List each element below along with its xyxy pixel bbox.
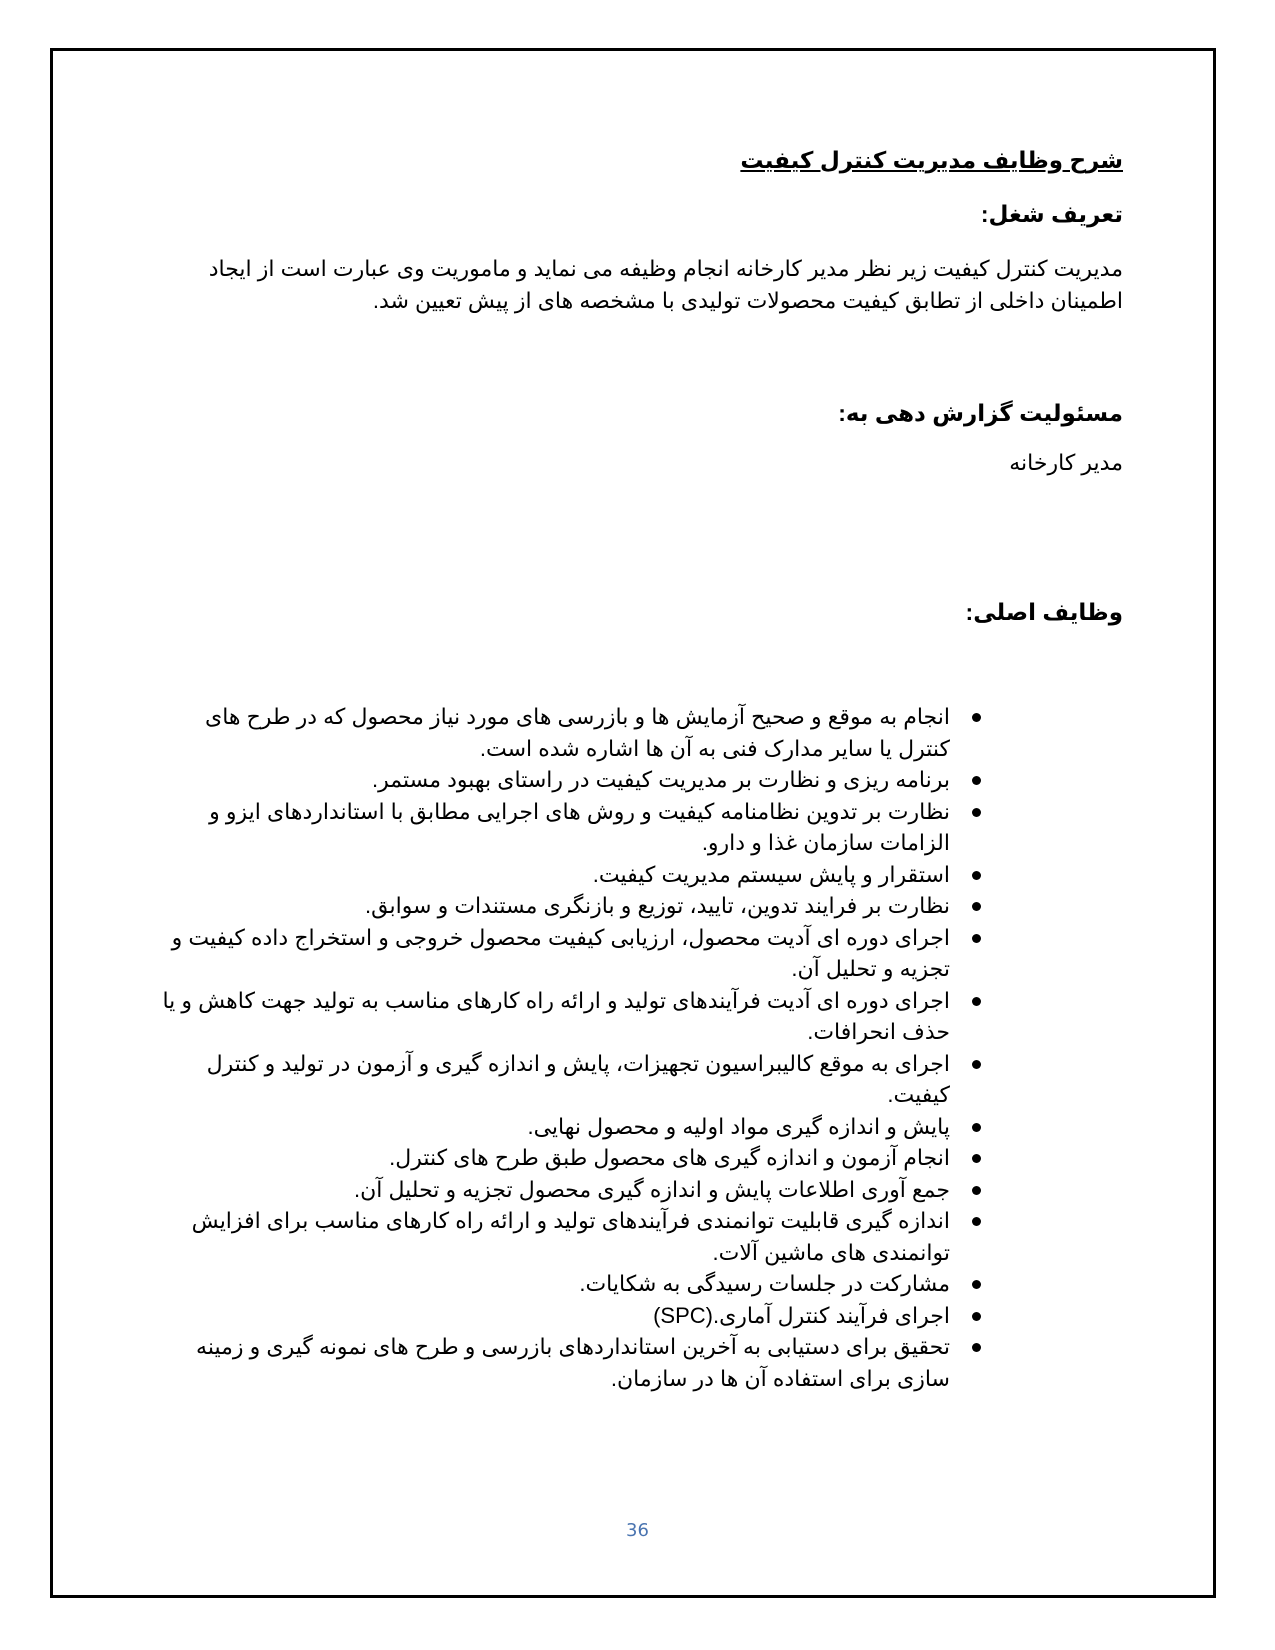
bullet-icon [972, 1343, 981, 1352]
duty-text: نظارت بر تدوین نظامنامه کیفیت و روش های اجرایی مطابق با استانداردهای ایزو و الزامات سازمان غذا و دارو. [209, 798, 950, 855]
duty-text: برنامه ریزی و نظارت بر مدیریت کیفیت در راستای بهبود مستمر. [371, 767, 950, 792]
bullet-icon [972, 713, 981, 722]
duty-item [155, 1300, 1123, 1332]
duty-item [155, 922, 1123, 985]
bullet-icon [972, 808, 981, 817]
duty-text: مشارکت در جلسات رسیدگی به شکایات. [579, 1271, 950, 1296]
reporting-text: مدیر کارخانه [1009, 450, 1123, 475]
duty-text: اجرای فرآیند کنترل آماری.(SPC) [653, 1302, 950, 1328]
job-definition-heading: تعریف شغل: [980, 201, 1123, 227]
duty-item [155, 701, 1123, 764]
document-title: شرح وظایف مدیریت کنترل کیفیت [740, 147, 1123, 173]
bullet-icon [972, 1154, 981, 1163]
duty-text: انجام به موقع و صحیح آزمایش ها و بازرسی های مورد نیاز محصول که در طرح های کنترل یا سایر مدارک فنی به آن ها اشاره شده است. [204, 704, 950, 761]
duty-item [155, 1205, 1123, 1268]
job-definition-text: مدیریت کنترل کیفیت زیر نظر مدیر کارخانه انجام وظیفه می نماید و ماموریت وی عبارت است از ایجاد اطمینان داخلی از تطابق کیفیت محصولات تولیدی با مشخصه های از پیش تعیین شد. [208, 256, 1123, 313]
bullet-icon [972, 1312, 981, 1321]
bullet-icon [972, 1217, 981, 1226]
bullet-icon [972, 997, 981, 1006]
bullet-icon [972, 902, 981, 911]
duty-item [155, 859, 1123, 891]
duty-text: اندازه گیری قابلیت توانمندی فرآیندهای تولید و ارائه راه کارهای مناسب برای افزایش توانمندی های ماشین آلات. [191, 1208, 950, 1265]
duty-text: اجرای دوره ای آدیت محصول، ارزیابی کیفیت محصول خروجی و استخراج داده کیفیت و تجزیه و تحلیل آن. [171, 924, 950, 981]
duty-item [155, 1331, 1123, 1394]
duties-list [155, 701, 1123, 1394]
bullet-icon [972, 1060, 981, 1069]
reporting-heading: مسئولیت گزارش دهی به: [838, 400, 1123, 426]
duty-text: استقرار و پایش سیستم مدیریت کیفیت. [592, 861, 950, 887]
duty-item [155, 1268, 1123, 1300]
duty-item [155, 764, 1123, 796]
duty-item [155, 985, 1123, 1048]
duty-text: انجام آزمون و اندازه گیری های محصول طبق طرح های کنترل. [389, 1145, 950, 1170]
bullet-icon [972, 1280, 981, 1289]
duty-item [155, 1142, 1123, 1174]
duty-text: پایش و اندازه گیری مواد اولیه و محصول نهایی. [527, 1113, 950, 1139]
duty-item [155, 1111, 1123, 1143]
duty-text: اجرای دوره ای آدیت فرآیندهای تولید و ارائه راه کارهای مناسب به تولید جهت کاهش و یا حذف انحرافات. [162, 987, 950, 1044]
bullet-icon [972, 934, 981, 943]
duty-text: اجرای به موقع کالیبراسیون تجهیزات، پایش و اندازه گیری و آزمون در تولید و کنترل کیفیت. [206, 1050, 950, 1107]
duty-text: نظارت بر فرایند تدوین، تایید، توزیع و بازنگری مستندات و سوابق. [365, 893, 950, 918]
bullet-icon [972, 1123, 981, 1132]
duty-text: تحقیق برای دستیابی به آخرین استانداردهای بازرسی و طرح های نمونه گیری و زمینه سازی برای استفاده آن ها در سازمان. [196, 1334, 950, 1391]
duty-item [155, 890, 1123, 922]
main-duties-heading: وظایف اصلی: [965, 599, 1123, 625]
duty-item [155, 796, 1123, 859]
bullet-icon [972, 871, 981, 880]
bullet-icon [972, 1186, 981, 1195]
bullet-icon [972, 776, 981, 785]
duty-text: جمع آوری اطلاعات پایش و اندازه گیری محصول تجزیه و تحلیل آن. [354, 1176, 950, 1202]
duty-item [155, 1174, 1123, 1206]
page-number: 36 [626, 1520, 649, 1541]
duty-item [155, 1048, 1123, 1111]
